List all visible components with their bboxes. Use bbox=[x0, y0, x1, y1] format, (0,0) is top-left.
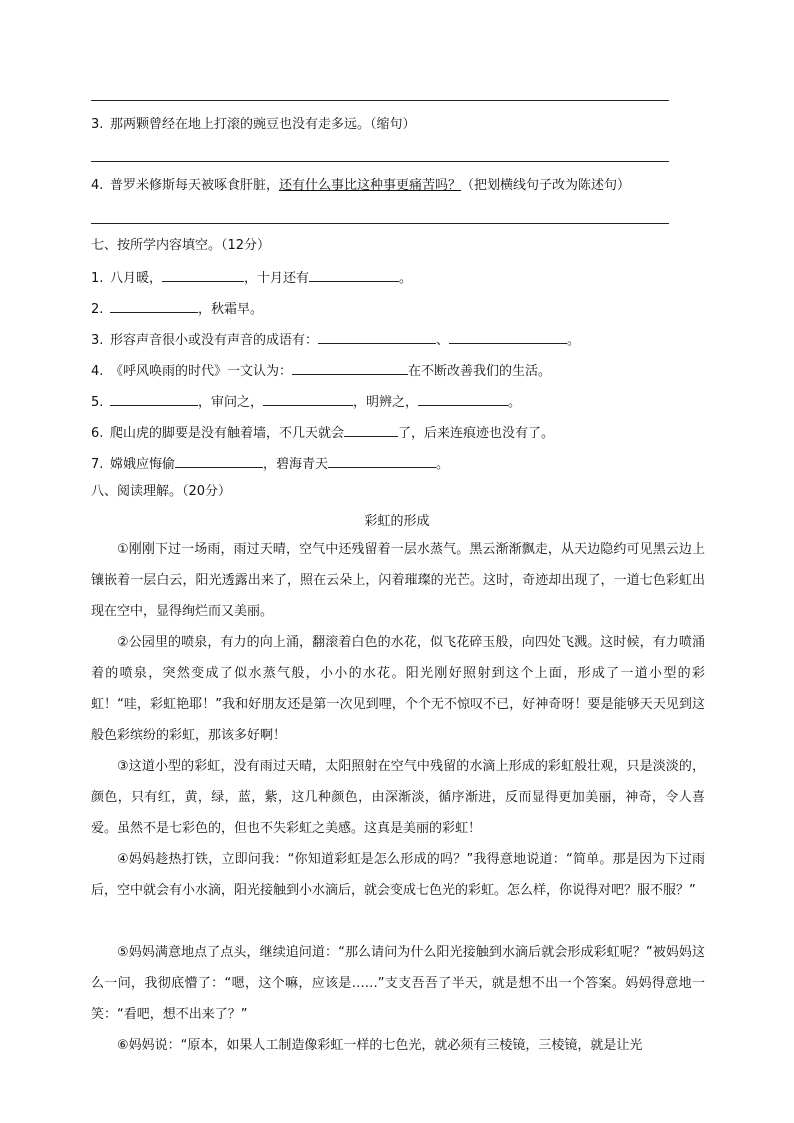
item-text: ，碧海青天 bbox=[263, 457, 329, 472]
passage-paragraph-5: ⑤妈妈满意地点了点头，继续追问道：“那么请问为什么阳光接触到水滴后就会形成彩虹呢？”被妈妈这么一问，我彻底懵了：“嗯，这个嘛，应该是……”支支吾吾了半天，就是想不出一个答案。妈妈得意地一笑：“看吧，想不出来了？” bbox=[91, 945, 705, 1022]
rewrite-question-4 bbox=[91, 177, 630, 195]
fill-blank[interactable] bbox=[263, 393, 353, 406]
fill-blank[interactable] bbox=[110, 393, 198, 406]
question-text: 普罗米修斯每天被啄食肝脏， bbox=[110, 178, 280, 193]
fill-item-4 bbox=[91, 362, 551, 381]
fill-blank[interactable] bbox=[110, 300, 198, 313]
fill-blank[interactable] bbox=[344, 424, 398, 437]
item-number: 7. bbox=[91, 457, 104, 472]
item-text: 了，后来连痕迹也没有了。 bbox=[398, 426, 555, 441]
fill-blank[interactable] bbox=[449, 331, 567, 344]
item-text: 。 bbox=[436, 457, 450, 472]
item-number: 3. bbox=[91, 333, 104, 348]
answer-line bbox=[91, 161, 669, 162]
answer-line bbox=[91, 100, 669, 101]
item-number: 1. bbox=[91, 271, 104, 286]
fill-blank[interactable] bbox=[292, 362, 408, 375]
question-instruction: （把划横线句子改为陈述句） bbox=[461, 178, 631, 193]
fill-item-1 bbox=[91, 269, 412, 288]
section-heading-7: 七、按所学内容填空。（12分） bbox=[91, 238, 271, 253]
item-text: 《呼风唤雨的时代》一文认为： bbox=[110, 364, 293, 379]
fill-blank[interactable] bbox=[162, 269, 244, 282]
rewrite-question-3 bbox=[91, 116, 416, 134]
item-text: ，十月还有 bbox=[244, 271, 310, 286]
fill-blank[interactable] bbox=[309, 269, 399, 282]
item-text: ，秋霜早。 bbox=[198, 302, 264, 317]
item-number: 2. bbox=[91, 302, 104, 317]
item-text: 在不断改善我们的生活。 bbox=[408, 364, 552, 379]
question-text: 那两颗曾经在地上打滚的豌豆也没有走多远。（缩句） bbox=[110, 117, 416, 132]
item-number: 5. bbox=[91, 395, 104, 410]
fill-item-6 bbox=[91, 424, 554, 443]
passage-paragraph-1: ①刚刚下过一场雨，雨过天晴，空气中还残留着一层水蒸气。黑云渐渐飘走，从天边隐约可见黑云边上镶嵌着一层白云，阳光透露出来了，照在云朵上，闪着璀璨的光芒。这时，奇迹却出现了，一道七色彩虹出现在空中，显得绚烂而又美丽。 bbox=[91, 542, 705, 619]
passage-paragraph-4: ④妈妈趁热打铁，立即问我：“你知道彩虹是怎么形成的吗？”我得意地说道：“简单。那是因为下过雨后，空中就会有小水滴，阳光接触到小水滴后，就会变成七色光的彩虹。怎么样，你说得对吧？服不服？” bbox=[91, 852, 705, 898]
fill-item-2 bbox=[91, 300, 263, 319]
passage-paragraph-2: ②公园里的喷泉，有力的向上涌，翻滚着白色的水花，似飞花碎玉般，向四处飞溅。这时候，有力喷涌着的喷泉，突然变成了似水蒸气般，小小的水花。阳光刚好照射到这个上面，形成了一道小型的彩虹！“哇，彩虹艳耶！”我和好朋友还是第一次见到哩，个个无不惊叹不已，好神奇呀！要是能够天天见到这般色彩缤纷的彩虹，那该多好啊！ bbox=[91, 635, 705, 743]
item-text: 爬山虎的脚要是没有触着墙，不几天就会 bbox=[110, 426, 345, 441]
item-text: 嫦娥应悔偷 bbox=[110, 457, 176, 472]
item-text: 八月暖， bbox=[110, 271, 163, 286]
answer-line bbox=[91, 223, 669, 224]
item-text: 。 bbox=[399, 271, 413, 286]
item-text: ，明辨之， bbox=[353, 395, 419, 410]
item-text: 形容声音很小或没有声音的成语有： bbox=[110, 333, 319, 348]
passage-title: 彩虹的形成 bbox=[364, 514, 430, 529]
passage-paragraph-3: ③这道小型的彩虹，没有雨过天晴，太阳照射在空气中残留的水滴上形成的彩虹般壮观，只是淡淡的，颜色，只有红，黄，绿，蓝，紫，这几种颜色，由深渐淡，循序渐进，反而显得更加美丽，神奇，令人喜爱。虽然不是七彩色的，但也不失彩虹之美感。这真是美丽的彩虹！ bbox=[91, 759, 705, 836]
fill-item-3 bbox=[91, 331, 580, 350]
fill-blank[interactable] bbox=[328, 455, 436, 468]
item-text: 。 bbox=[508, 395, 522, 410]
fill-item-5 bbox=[91, 393, 521, 412]
fill-blank[interactable] bbox=[418, 393, 508, 406]
underlined-sentence: 还有什么事比这种事更痛苦吗？ bbox=[279, 178, 462, 193]
item-number: 6. bbox=[91, 426, 104, 441]
item-text: 。 bbox=[567, 333, 581, 348]
passage-paragraph-6: ⑥妈妈说：“原本，如果人工制造像彩虹一样的七色光，就必须有三棱镜，三棱镜，就是让光 bbox=[117, 1038, 643, 1053]
section-heading-8: 八、阅读理解。（20分） bbox=[91, 484, 232, 499]
fill-item-7 bbox=[91, 455, 449, 474]
question-number: 3. bbox=[91, 117, 104, 132]
fill-blank[interactable] bbox=[318, 331, 436, 344]
item-text: ，审问之， bbox=[198, 395, 264, 410]
question-number: 4. bbox=[91, 178, 104, 193]
item-text: 、 bbox=[436, 333, 450, 348]
fill-blank[interactable] bbox=[175, 455, 263, 468]
item-number: 4. bbox=[91, 364, 104, 379]
